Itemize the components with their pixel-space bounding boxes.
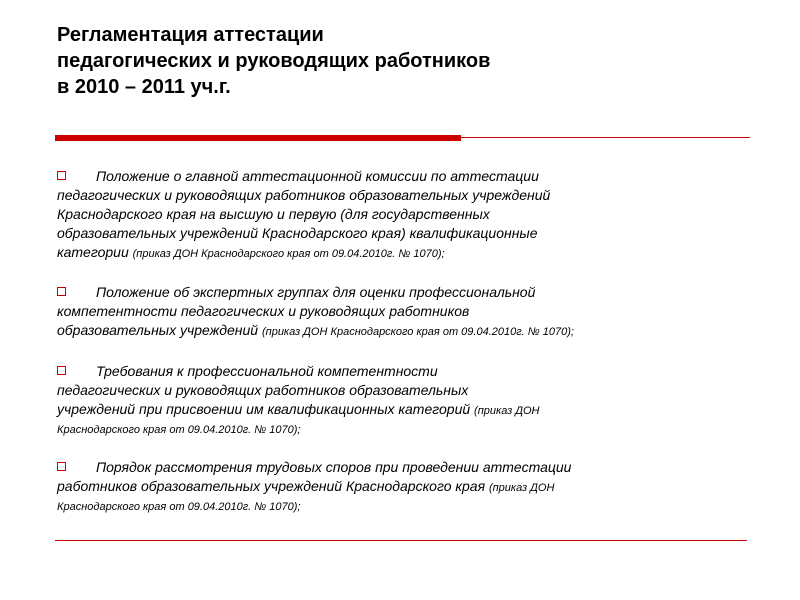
item-reference-cont: Краснодарского края от 09.04.2010г. № 1070);	[57, 424, 301, 436]
item-text-line: Положение о главной аттестационной комиссии по аттестации	[96, 168, 539, 184]
item-reference: (приказ ДОН Краснодарского края от 09.04.2010г. № 1070);	[132, 248, 445, 260]
list-item	[57, 362, 747, 440]
title-divider-accent	[55, 135, 461, 141]
item-text-line: Краснодарского края на высшую и первую (для государственных	[57, 206, 490, 222]
square-bullet-icon	[57, 287, 66, 296]
item-text-line: образовательных учреждений Краснодарского края) квалификационные	[57, 225, 538, 241]
item-text-line: категории	[57, 244, 129, 260]
square-bullet-icon	[57, 366, 66, 375]
title-line-3: в 2010 – 2011 уч.г.	[57, 76, 231, 98]
item-text-line: Положение об экспертных группах для оценки профессиональной	[96, 284, 536, 300]
title-line-1: Регламентация аттестации	[57, 24, 324, 46]
item-text-line: образовательных учреждений	[57, 322, 259, 338]
item-text-line: работников образовательных учреждений Краснодарского края	[57, 478, 486, 494]
item-text-line: учреждений при присвоении им квалификационных категорий	[57, 401, 471, 417]
title-line-2: педагогических и руководящих работников	[57, 50, 491, 72]
list-item	[57, 283, 747, 342]
item-reference: (приказ ДОН Краснодарского края от 09.04.2010г. № 1070);	[261, 326, 574, 338]
list-item	[57, 458, 747, 517]
list-item	[57, 167, 747, 264]
footer-divider-line	[55, 540, 747, 541]
item-text-line: Порядок рассмотрения трудовых споров при проведении аттестации	[96, 459, 572, 475]
item-text-line: педагогических и руководящих работников образовательных учреждений	[57, 187, 551, 203]
item-reference-cont: Краснодарского края от 09.04.2010г. № 1070);	[57, 501, 301, 513]
square-bullet-icon	[57, 171, 66, 180]
slide-title	[57, 22, 757, 100]
item-text-line: педагогических и руководящих работников образовательных	[57, 382, 469, 398]
square-bullet-icon	[57, 462, 66, 471]
item-text-line: компетентности педагогических и руководящих работников	[57, 303, 470, 319]
item-reference: (приказ ДОН	[488, 482, 555, 494]
item-reference: (приказ ДОН	[474, 405, 540, 417]
item-text-line: Требования к профессиональной компетентности	[96, 363, 438, 379]
